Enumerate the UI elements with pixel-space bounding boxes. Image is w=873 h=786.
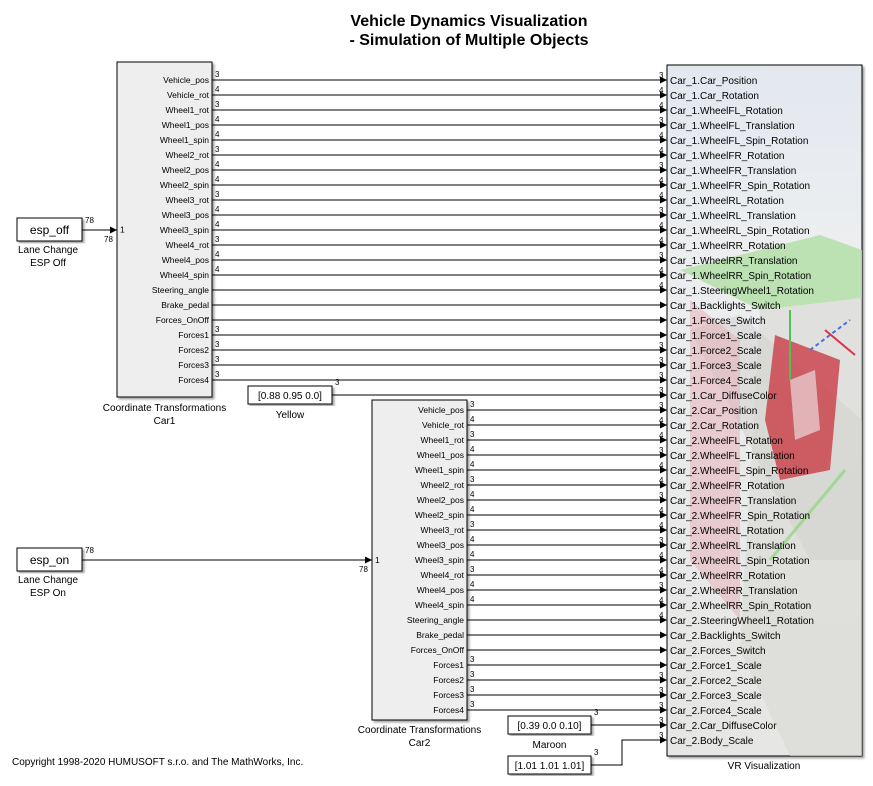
signal-width-label: 4 — [659, 101, 664, 110]
vr-input-port-label: Car_1.WheelFL_Spin_Rotation — [670, 136, 809, 147]
signal-width-label: 3 — [470, 655, 475, 664]
vr-input-port-label: Car_2.WheelFL_Translation — [670, 451, 795, 462]
signal-width-label: 3 — [470, 670, 475, 679]
signal-width-label: 3 — [659, 731, 664, 740]
signal-width-label: 4 — [659, 551, 664, 560]
vr-input-port-label: Car_1.WheelFR_Rotation — [670, 151, 785, 162]
title-line-2: - Simulation of Multiple Objects — [349, 32, 589, 49]
signal-width-label: 3 — [215, 325, 220, 334]
output-port-label: Wheel2_rot — [165, 150, 209, 160]
signal-width-label: 4 — [215, 220, 220, 229]
output-port-label: Wheel3_rot — [420, 525, 464, 535]
vr-input-port-label: Car_1.WheelRL_Translation — [670, 211, 796, 222]
signal-width-label: 3 — [215, 370, 220, 379]
output-port-label: Forces3 — [433, 690, 464, 700]
signal-width-label: 3 — [659, 386, 664, 395]
signal-width-label: 4 — [659, 416, 664, 425]
output-port-label: Wheel1_spin — [414, 465, 464, 475]
vr-input-port-label: Car_1.WheelRL_Spin_Rotation — [670, 226, 810, 237]
output-port-label: Wheel4_rot — [165, 240, 209, 250]
signal-width-label: 4 — [659, 176, 664, 185]
signal-width-label: 4 — [659, 281, 664, 290]
signal-width-label: 3 — [215, 70, 220, 79]
vr-input-port-label: Car_1.WheelRL_Rotation — [670, 196, 784, 207]
output-port-label: Wheel4_spin — [414, 600, 464, 610]
output-port-label: Forces_OnOff — [410, 645, 464, 655]
vr-input-port-label: Car_1.WheelFR_Spin_Rotation — [670, 181, 811, 192]
output-port-label: Wheel3_spin — [159, 225, 209, 235]
output-port-label: Brake_pedal — [161, 300, 209, 310]
signal-width-label: 3 — [215, 145, 220, 154]
signal-width-label: 4 — [659, 236, 664, 245]
vr-input-port-label: Car_2.Force2_Scale — [670, 676, 762, 687]
signal-width-label: 4 — [659, 461, 664, 470]
vr-input-port-label: Car_2.WheelFL_Spin_Rotation — [670, 466, 809, 477]
signal-width-label: 4 — [215, 160, 220, 169]
signal-width-label: 3 — [659, 671, 664, 680]
signal-width-label: 4 — [470, 415, 475, 424]
signal-width-label: 3 — [659, 161, 664, 170]
signal-width-label: 3 — [470, 565, 475, 574]
signal-width-label: 78 — [359, 565, 368, 574]
signal-width-label: 4 — [659, 506, 664, 515]
title-line-1: Vehicle Dynamics Visualization — [350, 13, 588, 30]
signal-width-label: 4 — [659, 146, 664, 155]
output-port-label: Wheel3_spin — [414, 555, 464, 565]
signal-width-label: 3 — [215, 100, 220, 109]
vr-input-port-label: Car_1.Force3_Scale — [670, 361, 762, 372]
vr-input-port-label: Car_1.Forces_Switch — [670, 316, 766, 327]
signal-width-label: 78 — [85, 216, 94, 225]
signal-width-label: 4 — [470, 505, 475, 514]
constant-block-value: [0.88 0.95 0.0] — [258, 391, 322, 402]
output-port-label: Wheel2_spin — [159, 180, 209, 190]
vr-input-port-label: Car_1.WheelFL_Rotation — [670, 106, 783, 117]
transform-caption: Coordinate Transformations — [102, 403, 227, 414]
source-block-value: esp_off — [29, 223, 70, 237]
signal-width-label: 3 — [215, 235, 220, 244]
output-port-label: Wheel4_pos — [161, 255, 209, 265]
signal-width-label: 4 — [659, 266, 664, 275]
vr-input-port-label: Car_1.Backlights_Switch — [670, 301, 781, 312]
vr-input-port-label: Car_2.WheelFR_Spin_Rotation — [670, 511, 811, 522]
signal-width-label: 4 — [470, 445, 475, 454]
signal-width-label: 3 — [659, 401, 664, 410]
vr-input-port-label: Car_2.Backlights_Switch — [670, 631, 781, 642]
source-caption-name: ESP Off — [30, 258, 66, 269]
signal-width-label: 3 — [215, 355, 220, 364]
signal-width-label: 3 — [470, 520, 475, 529]
output-port-label: Wheel3_pos — [416, 540, 464, 550]
output-port-label: Forces1 — [178, 330, 209, 340]
output-port-label: Vehicle_pos — [418, 405, 464, 415]
vr-input-port-label: Car_2.WheelRL_Rotation — [670, 526, 784, 537]
signal-width-label: 3 — [659, 371, 664, 380]
output-port-label: Forces4 — [433, 705, 464, 715]
signal-width-label: 4 — [470, 535, 475, 544]
constant-caption: Maroon — [532, 740, 567, 751]
vr-input-port-label: Car_2.Force1_Scale — [670, 661, 762, 672]
source-caption: Lane Change — [17, 575, 79, 586]
vr-input-port-label: Car_2.Force4_Scale — [670, 706, 762, 717]
vr-input-port-label: Car_1.Car_DiffuseColor — [670, 391, 777, 402]
signal-width-label: 4 — [215, 175, 220, 184]
output-port-label: Wheel3_pos — [161, 210, 209, 220]
signal-width-label: 3 — [659, 581, 664, 590]
signal-width-label: 4 — [215, 85, 220, 94]
vr-input-port-label: Car_2.WheelRR_Translation — [670, 586, 798, 597]
output-port-label: Wheel1_rot — [165, 105, 209, 115]
signal-width-label: 4 — [470, 460, 475, 469]
signal-width-label: 3 — [659, 446, 664, 455]
output-port-label: Wheel2_pos — [161, 165, 209, 175]
signal-width-label: 4 — [470, 550, 475, 559]
vr-input-port-label: Car_2.Force3_Scale — [670, 691, 762, 702]
signal-width-label: 4 — [470, 595, 475, 604]
input-port-label: 1 — [120, 224, 125, 235]
output-port-label: Vehicle_rot — [166, 90, 209, 100]
vr-input-port-label: Car_2.Body_Scale — [670, 736, 754, 747]
vr-input-port-label: Car_1.WheelRR_Spin_Rotation — [670, 271, 812, 282]
output-port-label: Wheel1_rot — [420, 435, 464, 445]
output-port-label: Wheel4_pos — [416, 585, 464, 595]
signal-width-label: 3 — [659, 206, 664, 215]
signal-width-label: 4 — [215, 130, 220, 139]
signal-width-label: 4 — [659, 221, 664, 230]
transform-caption-name: Car2 — [408, 738, 431, 749]
vr-input-port-label: Car_2.WheelRR_Rotation — [670, 571, 786, 582]
signal-width-label: 3 — [659, 356, 664, 365]
signal-width-label: 3 — [659, 251, 664, 260]
signal-width-label: 3 — [659, 491, 664, 500]
vr-input-port-label: Car_2.WheelRL_Spin_Rotation — [670, 556, 810, 567]
signal-width-label: 4 — [659, 611, 664, 620]
signal-width-label: 4 — [659, 431, 664, 440]
vr-input-port-label: Car_1.Force1_Scale — [670, 331, 762, 342]
output-port-label: Wheel1_pos — [416, 450, 464, 460]
signal-width-label: 3 — [470, 430, 475, 439]
output-port-label: Forces3 — [178, 360, 209, 370]
copyright-notice: Copyright 1998-2020 HUMUSOFT s.r.o. and The MathWorks, Inc. — [12, 757, 304, 768]
vr-input-port-label: Car_1.WheelRR_Rotation — [670, 241, 786, 252]
vr-input-port-label: Car_1.Force2_Scale — [670, 346, 762, 357]
vr-input-port-label: Car_2.Car_Rotation — [670, 421, 759, 432]
output-port-label: Wheel1_pos — [161, 120, 209, 130]
signal-width-label: 3 — [335, 378, 340, 387]
transform-caption: Coordinate Transformations — [357, 725, 482, 736]
input-port-label: 1 — [375, 555, 380, 565]
output-port-label: Vehicle_pos — [163, 75, 209, 85]
output-port-label: Wheel4_spin — [159, 270, 209, 280]
signal-width-label: 3 — [659, 716, 664, 725]
signal-width-label: 3 — [659, 536, 664, 545]
output-port-label: Forces2 — [178, 345, 209, 355]
signal-width-label: 3 — [215, 190, 220, 199]
signal-width-label: 4 — [215, 205, 220, 214]
vr-input-port-label: Car_1.WheelFL_Translation — [670, 121, 795, 132]
vr-input-port-label: Car_1.WheelRR_Translation — [670, 256, 798, 267]
signal-width-label: 3 — [659, 341, 664, 350]
vr-input-port-label: Car_2.WheelFL_Rotation — [670, 436, 783, 447]
signal-width-label: 4 — [470, 490, 475, 499]
signal-width-label: 78 — [85, 546, 94, 555]
signal-width-label: 4 — [659, 521, 664, 530]
vr-input-port-label: Car_2.Car_Position — [670, 406, 758, 417]
signal-width-label: 4 — [659, 191, 664, 200]
output-port-label: Vehicle_rot — [421, 420, 464, 430]
vr-input-port-label: Car_2.WheelFR_Translation — [670, 496, 797, 507]
vr-input-port-label: Car_2.WheelRL_Translation — [670, 541, 796, 552]
source-caption: Lane Change — [17, 245, 79, 256]
vr-input-port-label: Car_1.WheelFR_Translation — [670, 166, 797, 177]
signal-wire-scale — [591, 740, 667, 765]
output-port-label: Steering_angle — [406, 615, 464, 625]
output-port-label: Wheel2_pos — [416, 495, 464, 505]
signal-width-label: 4 — [659, 476, 664, 485]
output-port-label: Wheel2_rot — [420, 480, 464, 490]
signal-width-label: 4 — [215, 265, 220, 274]
vr-input-port-label: Car_2.Car_DiffuseColor — [670, 721, 777, 732]
signal-width-label: 4 — [659, 566, 664, 575]
vr-block-caption: VR Visualization — [727, 761, 801, 772]
signal-width-label: 4 — [659, 131, 664, 140]
signal-width-label: 3 — [594, 748, 599, 757]
vr-input-port-label: Car_1.Car_Rotation — [670, 91, 759, 102]
transform-caption-name: Car1 — [153, 416, 176, 427]
vr-input-port-label: Car_1.Force4_Scale — [670, 376, 762, 387]
output-port-label: Wheel3_rot — [165, 195, 209, 205]
constant-caption: Yellow — [275, 410, 305, 421]
signal-width-label: 4 — [659, 596, 664, 605]
vr-input-port-label: Car_2.Forces_Switch — [670, 646, 766, 657]
vr-input-port-label: Car_1.Car_Position — [670, 76, 758, 87]
signal-width-label: 3 — [215, 340, 220, 349]
vr-input-port-label: Car_2.WheelRR_Spin_Rotation — [670, 601, 812, 612]
constant-block-value: [0.39 0.0 0.10] — [517, 721, 582, 732]
signal-width-label: 4 — [215, 115, 220, 124]
source-block-value: esp_on — [29, 553, 70, 567]
output-port-label: Brake_pedal — [416, 630, 464, 640]
vr-input-port-label: Car_2.SteeringWheel1_Rotation — [670, 616, 814, 627]
vr-input-port-label: Car_1.SteeringWheel1_Rotation — [670, 286, 814, 297]
signal-width-label: 78 — [104, 235, 113, 244]
signal-width-label: 4 — [470, 580, 475, 589]
output-port-label: Forces2 — [433, 675, 464, 685]
vr-input-port-label: Car_2.WheelFR_Rotation — [670, 481, 785, 492]
signal-width-label: 4 — [659, 86, 664, 95]
signal-width-label: 3 — [470, 400, 475, 409]
output-port-label: Forces1 — [433, 660, 464, 670]
signal-width-label: 3 — [470, 685, 475, 694]
output-port-label: Wheel1_spin — [159, 135, 209, 145]
signal-width-label: 3 — [594, 708, 599, 717]
output-port-label: Wheel2_spin — [414, 510, 464, 520]
signal-width-label: 4 — [215, 250, 220, 259]
output-port-label: Forces_OnOff — [155, 315, 209, 325]
signal-width-label: 3 — [659, 686, 664, 695]
source-caption-name: ESP On — [30, 588, 66, 599]
signal-width-label: 3 — [659, 116, 664, 125]
signal-width-label: 3 — [659, 701, 664, 710]
output-port-label: Wheel4_rot — [420, 570, 464, 580]
signal-width-label: 3 — [470, 475, 475, 484]
constant-block-value: [1.01 1.01 1.01] — [514, 761, 585, 772]
output-port-label: Forces4 — [178, 375, 209, 385]
output-port-label: Steering_angle — [151, 285, 209, 295]
signal-width-label: 3 — [659, 71, 664, 80]
signal-width-label: 3 — [470, 700, 475, 709]
